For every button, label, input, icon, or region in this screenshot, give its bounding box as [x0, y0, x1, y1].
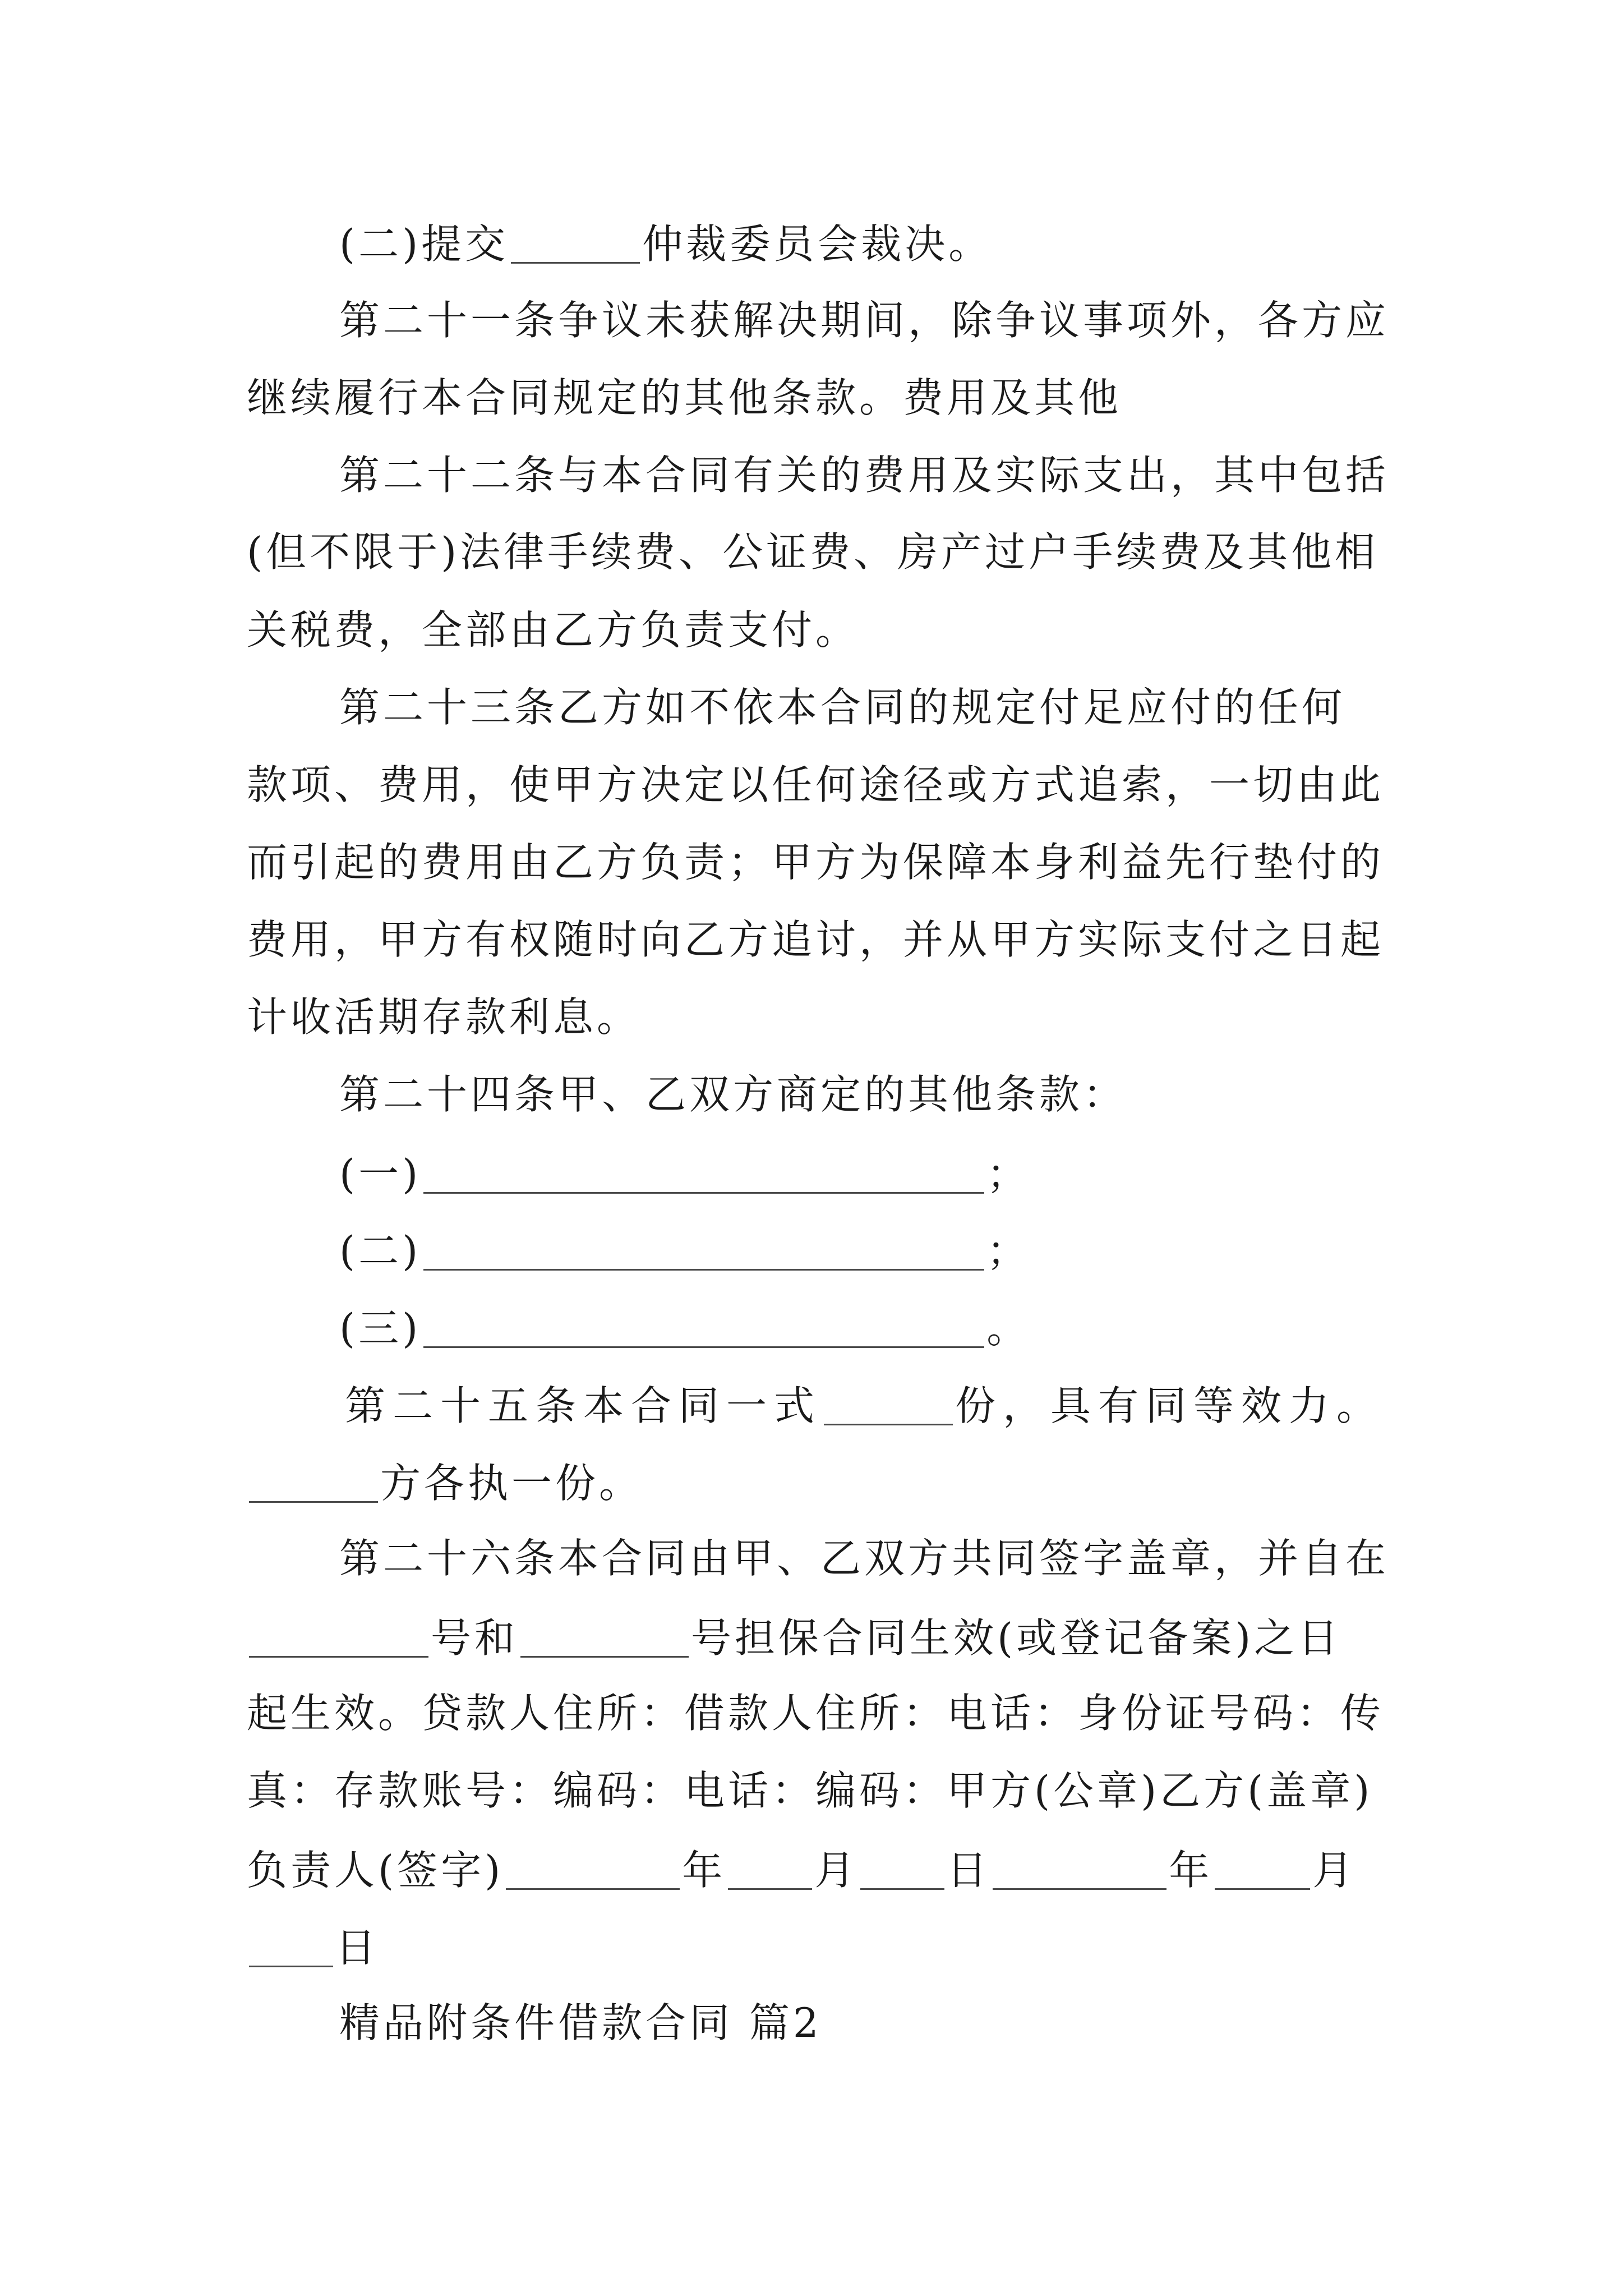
fill-blank: [249, 1461, 378, 1503]
text-run: 真：存款账号：编码：电话：编码：甲方(公章)乙方(盖章): [247, 1767, 1373, 1814]
paragraph-line: [339, 684, 1346, 731]
fill-blank: [728, 1848, 812, 1890]
paragraph-line: [247, 374, 1122, 421]
paragraph-line: [339, 1071, 1127, 1118]
paragraph-line: [339, 1305, 1031, 1352]
section-heading: [339, 1999, 822, 2046]
paragraph-line: [339, 1535, 1390, 1582]
paragraph-line: [247, 606, 860, 654]
text-run: 月: [1312, 1847, 1357, 1894]
text-run: 精品附条件借款合同 篇2: [339, 1999, 822, 2046]
fill-blank: [506, 1848, 680, 1890]
text-run: 计收活期存款利息。: [247, 993, 641, 1041]
text-run: 第二十六条本合同由甲、乙双方共同签字盖章，并自在: [339, 1535, 1390, 1582]
text-run: ；: [986, 1151, 1031, 1198]
text-run: (一): [339, 1151, 422, 1198]
text-run: 日: [335, 1924, 380, 1971]
text-run: 第二十三条乙方如不依本合同的规定付足应付的任何: [339, 684, 1346, 731]
paragraph-line: [247, 1924, 380, 1971]
fill-blank: [423, 1152, 984, 1194]
text-run: ；: [986, 1227, 1031, 1274]
text-run: 份，具有同等效力。: [955, 1382, 1385, 1429]
text-run: 日: [947, 1847, 991, 1894]
text-run: 第二十二条与本合同有关的费用及实际支出，其中包括: [339, 452, 1390, 499]
paragraph-line: [247, 528, 1379, 576]
text-run: 款项、费用，使甲方决定以任何途径或方式追索，一切由此: [247, 761, 1385, 808]
fill-blank: [423, 1228, 984, 1271]
fill-blank: [860, 1848, 944, 1890]
paragraph-line: [339, 297, 1390, 344]
text-run: 费用，甲方有权随时向乙方追讨，并从甲方实际支付之日起: [247, 916, 1385, 963]
paragraph-line: [247, 1460, 643, 1507]
text-run: 月: [814, 1847, 859, 1894]
paragraph-line: [247, 761, 1385, 808]
paragraph-line: [345, 1382, 1385, 1429]
text-run: 号担保合同生效(或登记备案)之日: [691, 1614, 1342, 1662]
fill-blank: [520, 1616, 689, 1658]
fill-blank: [249, 1925, 333, 1967]
paragraph-line: [339, 220, 993, 268]
paragraph-line: [247, 916, 1385, 963]
text-run: (二)提交: [339, 220, 509, 268]
text-run: 年: [1169, 1847, 1213, 1894]
text-run: 而引起的费用由乙方负责；甲方为保障本身利益先行垫付的: [247, 839, 1385, 886]
paragraph-line: [247, 1847, 1357, 1894]
paragraph-line: [339, 1227, 1031, 1274]
text-run: (二): [339, 1227, 422, 1274]
text-run: 年: [682, 1847, 726, 1894]
paragraph-line: [247, 839, 1385, 886]
text-run: 关税费，全部由乙方负责支付。: [247, 606, 860, 654]
text-run: 第二十四条甲、乙双方商定的其他条款：: [339, 1071, 1127, 1118]
text-run: 起生效。贷款人住所：借款人住所：电话：身份证号码：传: [247, 1690, 1385, 1737]
paragraph-line: [247, 1690, 1385, 1737]
text-run: (三): [339, 1305, 422, 1352]
paragraph-line: [339, 1151, 1031, 1198]
fill-blank: [993, 1848, 1166, 1890]
text-run: 第二十一条争议未获解决期间，除争议事项外，各方应: [339, 297, 1390, 344]
paragraph-line: [247, 1767, 1373, 1814]
text-run: 继续履行本合同规定的其他条款。费用及其他: [247, 374, 1122, 421]
paragraph-line: [247, 1614, 1342, 1662]
text-run: 第二十五条本合同一式: [345, 1382, 822, 1429]
fill-blank: [824, 1383, 953, 1425]
text-run: 方各执一份。: [380, 1460, 643, 1507]
text-run: 负责人(签字): [247, 1847, 504, 1894]
text-run: (但不限于)法律手续费、公证费、房产过户手续费及其他相: [247, 528, 1379, 576]
fill-blank: [249, 1616, 428, 1658]
text-run: 号和: [431, 1614, 519, 1662]
fill-blank: [1215, 1848, 1310, 1890]
paragraph-line: [339, 452, 1390, 499]
fill-blank: [423, 1306, 984, 1348]
fill-blank: [511, 222, 640, 264]
paragraph-line: [247, 993, 641, 1041]
text-run: 仲裁委员会裁决。: [642, 220, 993, 268]
text-run: 。: [986, 1305, 1031, 1352]
